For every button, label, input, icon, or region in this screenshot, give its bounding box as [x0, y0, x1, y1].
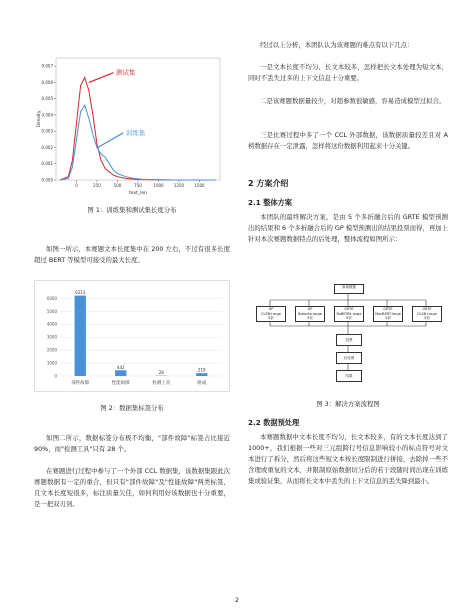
y-tick-label: 6000	[46, 295, 57, 301]
y-tick-label: 0.006	[41, 79, 53, 85]
category-label: 性能故障	[111, 381, 130, 386]
figure-1-caption: 图 1：训练集和测试集长度分布	[87, 206, 177, 214]
bar-value-label: 6213	[75, 290, 86, 296]
subsection-heading-2-2: 2.2 数据预处理	[248, 418, 300, 427]
y-tick-label: 0.005	[41, 96, 53, 102]
bar-value-label: 219	[197, 367, 206, 373]
paragraph-difficulty-1: 一是文本长度不均匀、长文本较多，怎样把长文本处理为短文本，同时不丢失过多的上下文信息十分重要。	[248, 63, 448, 82]
y-tick-label: 2000	[46, 347, 57, 353]
x-tick-label: 1250	[173, 183, 185, 188]
y-tick-label: 3000	[46, 334, 57, 340]
y-tick-label: 1000	[46, 360, 57, 366]
y-tick-label: 0.004	[41, 112, 53, 118]
flow-node-label: GP Roberta-large 5折	[298, 307, 322, 320]
x-tick-label: 250	[93, 183, 101, 188]
flow-node-raw-data: 原始数据	[334, 284, 364, 294]
section-heading-2: 2 方案介绍	[248, 179, 289, 188]
paragraph-length-analysis: 如图一所示，本赛题文本长度集中在 200 左右，不过有很多长度超过 BERT 等模型可接受的最大长度。	[34, 245, 230, 264]
x-tick-label: 500	[113, 183, 122, 188]
flow-node-result: 结果	[336, 370, 362, 382]
figure-1-density-chart	[34, 52, 230, 200]
y-tick-label: 0.000	[41, 177, 53, 183]
figure-2-bar-chart	[34, 280, 230, 392]
x-tick-label: 1000	[153, 183, 164, 188]
paragraph-preprocessing: 本赛题数据中文本长度不均匀，长文本较多，有的文本长度达到了 1000+，我们根据一些对三元组跨行号信息影响较小的标点符号对文本进行了拆分，然后将这些短文本按长度限制进行拼接，去除掉一些不含理或重复的文本，并限制原始数据切分后的若干段随时间出现在训练集或验证集，从而将长文本中丢失的上下文信息的丢失降到最小。	[248, 433, 448, 485]
flow-node-grte-1	[334, 306, 364, 322]
paragraph-overall-solution: 本团队的最终解决方案，是由 5 个多折融合后的 GRTE 模型预测出的结果和 6 个多折融合后的 GP 模型预测出的结果投票而得，再加上针对本次赛题数据特点的后处理，整体流程如图所示：	[248, 213, 448, 243]
y-tick-label: 5000	[46, 308, 57, 314]
figure-3-flowchart	[248, 276, 448, 388]
bar	[115, 370, 126, 376]
flow-node-gp-1	[256, 306, 286, 322]
y-axis-label: Density	[37, 110, 42, 128]
legend-test-label: 测试集	[115, 68, 136, 77]
flow-node-label: GRTE CLEB+orge 5折	[417, 307, 437, 320]
fig1-plot-group	[36, 58, 220, 196]
y-tick-label: 0.003	[41, 128, 53, 134]
y-tick-label: 0.002	[41, 144, 53, 150]
flow-node-label: GP CLEB+orge 5折	[261, 307, 281, 320]
flow-node-label: GRTE RoBERTa-large 5折	[336, 307, 362, 320]
y-tick-label: 4000	[46, 321, 57, 327]
bar	[196, 373, 207, 376]
paragraph-difficulty-3: 三是比赛过程中多了一个 CCL 外部数据，该数据质量较差且对 A 榜数据存在一定泄露，怎样将这份数据利用起来十分关键。	[248, 131, 448, 150]
flow-node-label: GRTE MacBERT-large 5折	[375, 307, 401, 320]
y-tick-label: 0.007	[41, 63, 53, 69]
paragraph-ccl-dataset: 在赛题进行过程中参与了一个外部 CCL 数据集，该数据集跟此次赛题数据有一定的重合，但只有"部件故障"及"性能故障"两类标签，且文本长度短很多，标注质量欠佳，如何利用好该数据也十分重要，是一把双刃剑。	[34, 467, 230, 508]
page-number: 2	[234, 596, 240, 604]
flow-node-gp-2	[295, 306, 325, 322]
y-tick-label: 0	[54, 373, 57, 379]
category-label: 组成	[197, 381, 207, 386]
x-axis-label: text_len	[128, 191, 148, 196]
legend-train-label: 训练集	[125, 128, 146, 137]
bar-value-label: 442	[116, 364, 125, 370]
paragraph-difficulty-intro: 经过以上分析，本团队认为该赛题的难点有以下几点：	[260, 41, 414, 49]
x-tick-label: 0	[75, 183, 78, 188]
plot-frame	[56, 58, 220, 180]
x-tick-label: 1500	[194, 183, 205, 188]
x-tick-label: 750	[134, 183, 142, 188]
category-label: 部件故障	[71, 381, 90, 386]
subsection-heading-2-1: 2.1 整体方案	[248, 198, 292, 207]
flow-node-vote: 投票	[336, 334, 362, 346]
flow-node-post-process: 后处理	[336, 352, 362, 364]
bar	[75, 296, 86, 376]
y-tick-label: 0.001	[41, 161, 53, 167]
paragraph-difficulty-2: 二是该赛题数据量较少，对超参数很敏感，容易造成模型过拟合。	[260, 97, 446, 105]
figure-2-caption: 图 2：数据集标签分布	[100, 404, 164, 412]
bar-value-label: 28	[158, 370, 164, 376]
flow-node-grte-3	[412, 306, 442, 322]
category-label: 检测工具	[152, 381, 171, 386]
paragraph-label-distribution: 如图二所示，数据标签分布极不均衡，"部件故障"标签占比接近 90%，而"检测工具"只有 28 个。	[34, 434, 230, 453]
flow-node-grte-2	[373, 306, 403, 322]
figure-3-caption: 图 3：解决方案流程图	[316, 400, 380, 408]
